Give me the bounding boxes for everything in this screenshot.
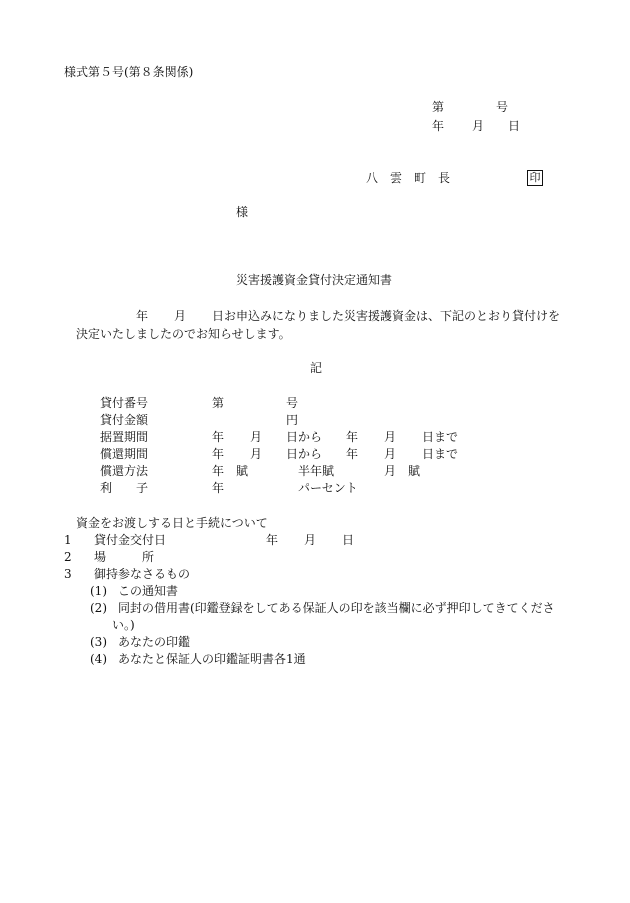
detail-value: 半年賦 <box>298 464 335 478</box>
detail-value: 年 <box>346 430 359 444</box>
detail-value: 月 <box>250 430 263 444</box>
subitem-number: (3) <box>90 635 107 649</box>
doc-date-month: 月 <box>472 119 485 133</box>
detail-label: 償還期間 <box>100 447 149 461</box>
detail-value: 年 <box>212 430 225 444</box>
procedure-heading: 資金をお渡しする日と手続について <box>76 516 268 530</box>
detail-label: 貸付番号 <box>100 396 149 410</box>
ki-heading: 記 <box>310 361 323 375</box>
detail-value: 号 <box>286 396 299 410</box>
doc-date-day: 日 <box>508 119 521 133</box>
recipient-suffix: 様 <box>236 205 249 219</box>
subitem-text: この通知書 <box>118 584 179 598</box>
detail-value: 日から <box>286 447 323 461</box>
subitem-number: (4) <box>90 652 107 666</box>
doc-number-go: 号 <box>496 100 509 114</box>
subitem-text-continued: い。) <box>112 618 135 632</box>
detail-value: 第 <box>212 396 225 410</box>
subitem-text: 同封の借用書(印鑑登録をしてある保証人の印を該当欄に必ず押印してきてくださ <box>118 601 555 615</box>
detail-value: 月 <box>384 430 397 444</box>
item-label-delivery-date: 貸付金交付日 <box>94 533 167 547</box>
detail-value: 月 <box>250 447 263 461</box>
intro-text-line2: 決定いたしましたのでお知らせします。 <box>76 327 291 341</box>
intro-month: 月 <box>174 309 187 323</box>
intro-year: 年 <box>136 309 149 323</box>
intro-text-line1: 日お申込みになりました災害援護資金は、下記のとおり貸付けを <box>212 309 561 323</box>
subitem-number: (2) <box>90 601 107 615</box>
item-number: 1 <box>64 533 72 547</box>
detail-value: 年 賦 <box>212 464 249 478</box>
detail-value: 月 <box>384 447 397 461</box>
detail-value: 円 <box>286 413 299 427</box>
detail-value: 年 <box>346 447 359 461</box>
detail-value: 月 賦 <box>384 464 421 478</box>
detail-value: 年 <box>212 481 225 495</box>
delivery-year: 年 <box>266 533 279 547</box>
item-number: 3 <box>64 567 72 581</box>
detail-label: 償還方法 <box>100 464 149 478</box>
detail-value: 日まで <box>422 430 459 444</box>
subitem-number: (1) <box>90 584 107 598</box>
seal-mark: 印 <box>527 170 543 186</box>
detail-value: 日まで <box>422 447 459 461</box>
form-number: 様式第５号(第８条関係) <box>64 65 194 79</box>
delivery-month: 月 <box>304 533 317 547</box>
detail-value: パーセント <box>298 481 358 495</box>
detail-label: 据置期間 <box>100 430 149 444</box>
delivery-day: 日 <box>342 533 355 547</box>
item-label-items-to-bring: 御持参なさるもの <box>94 567 191 581</box>
detail-value: 日から <box>286 430 323 444</box>
subitem-text: あなたと保証人の印鑑証明書各1通 <box>118 652 306 666</box>
detail-label: 利 子 <box>100 481 149 495</box>
detail-label: 貸付金額 <box>100 413 149 427</box>
issuer-title: 八 雲 町 長 <box>366 171 451 185</box>
subitem-text: あなたの印鑑 <box>118 635 191 649</box>
item-number: 2 <box>64 550 72 564</box>
doc-date-year: 年 <box>432 119 445 133</box>
detail-value: 年 <box>212 447 225 461</box>
document-title: 災害援護資金貸付決定通知書 <box>236 273 393 287</box>
item-label-place: 場 所 <box>94 550 155 564</box>
doc-number-dai: 第 <box>432 100 445 114</box>
